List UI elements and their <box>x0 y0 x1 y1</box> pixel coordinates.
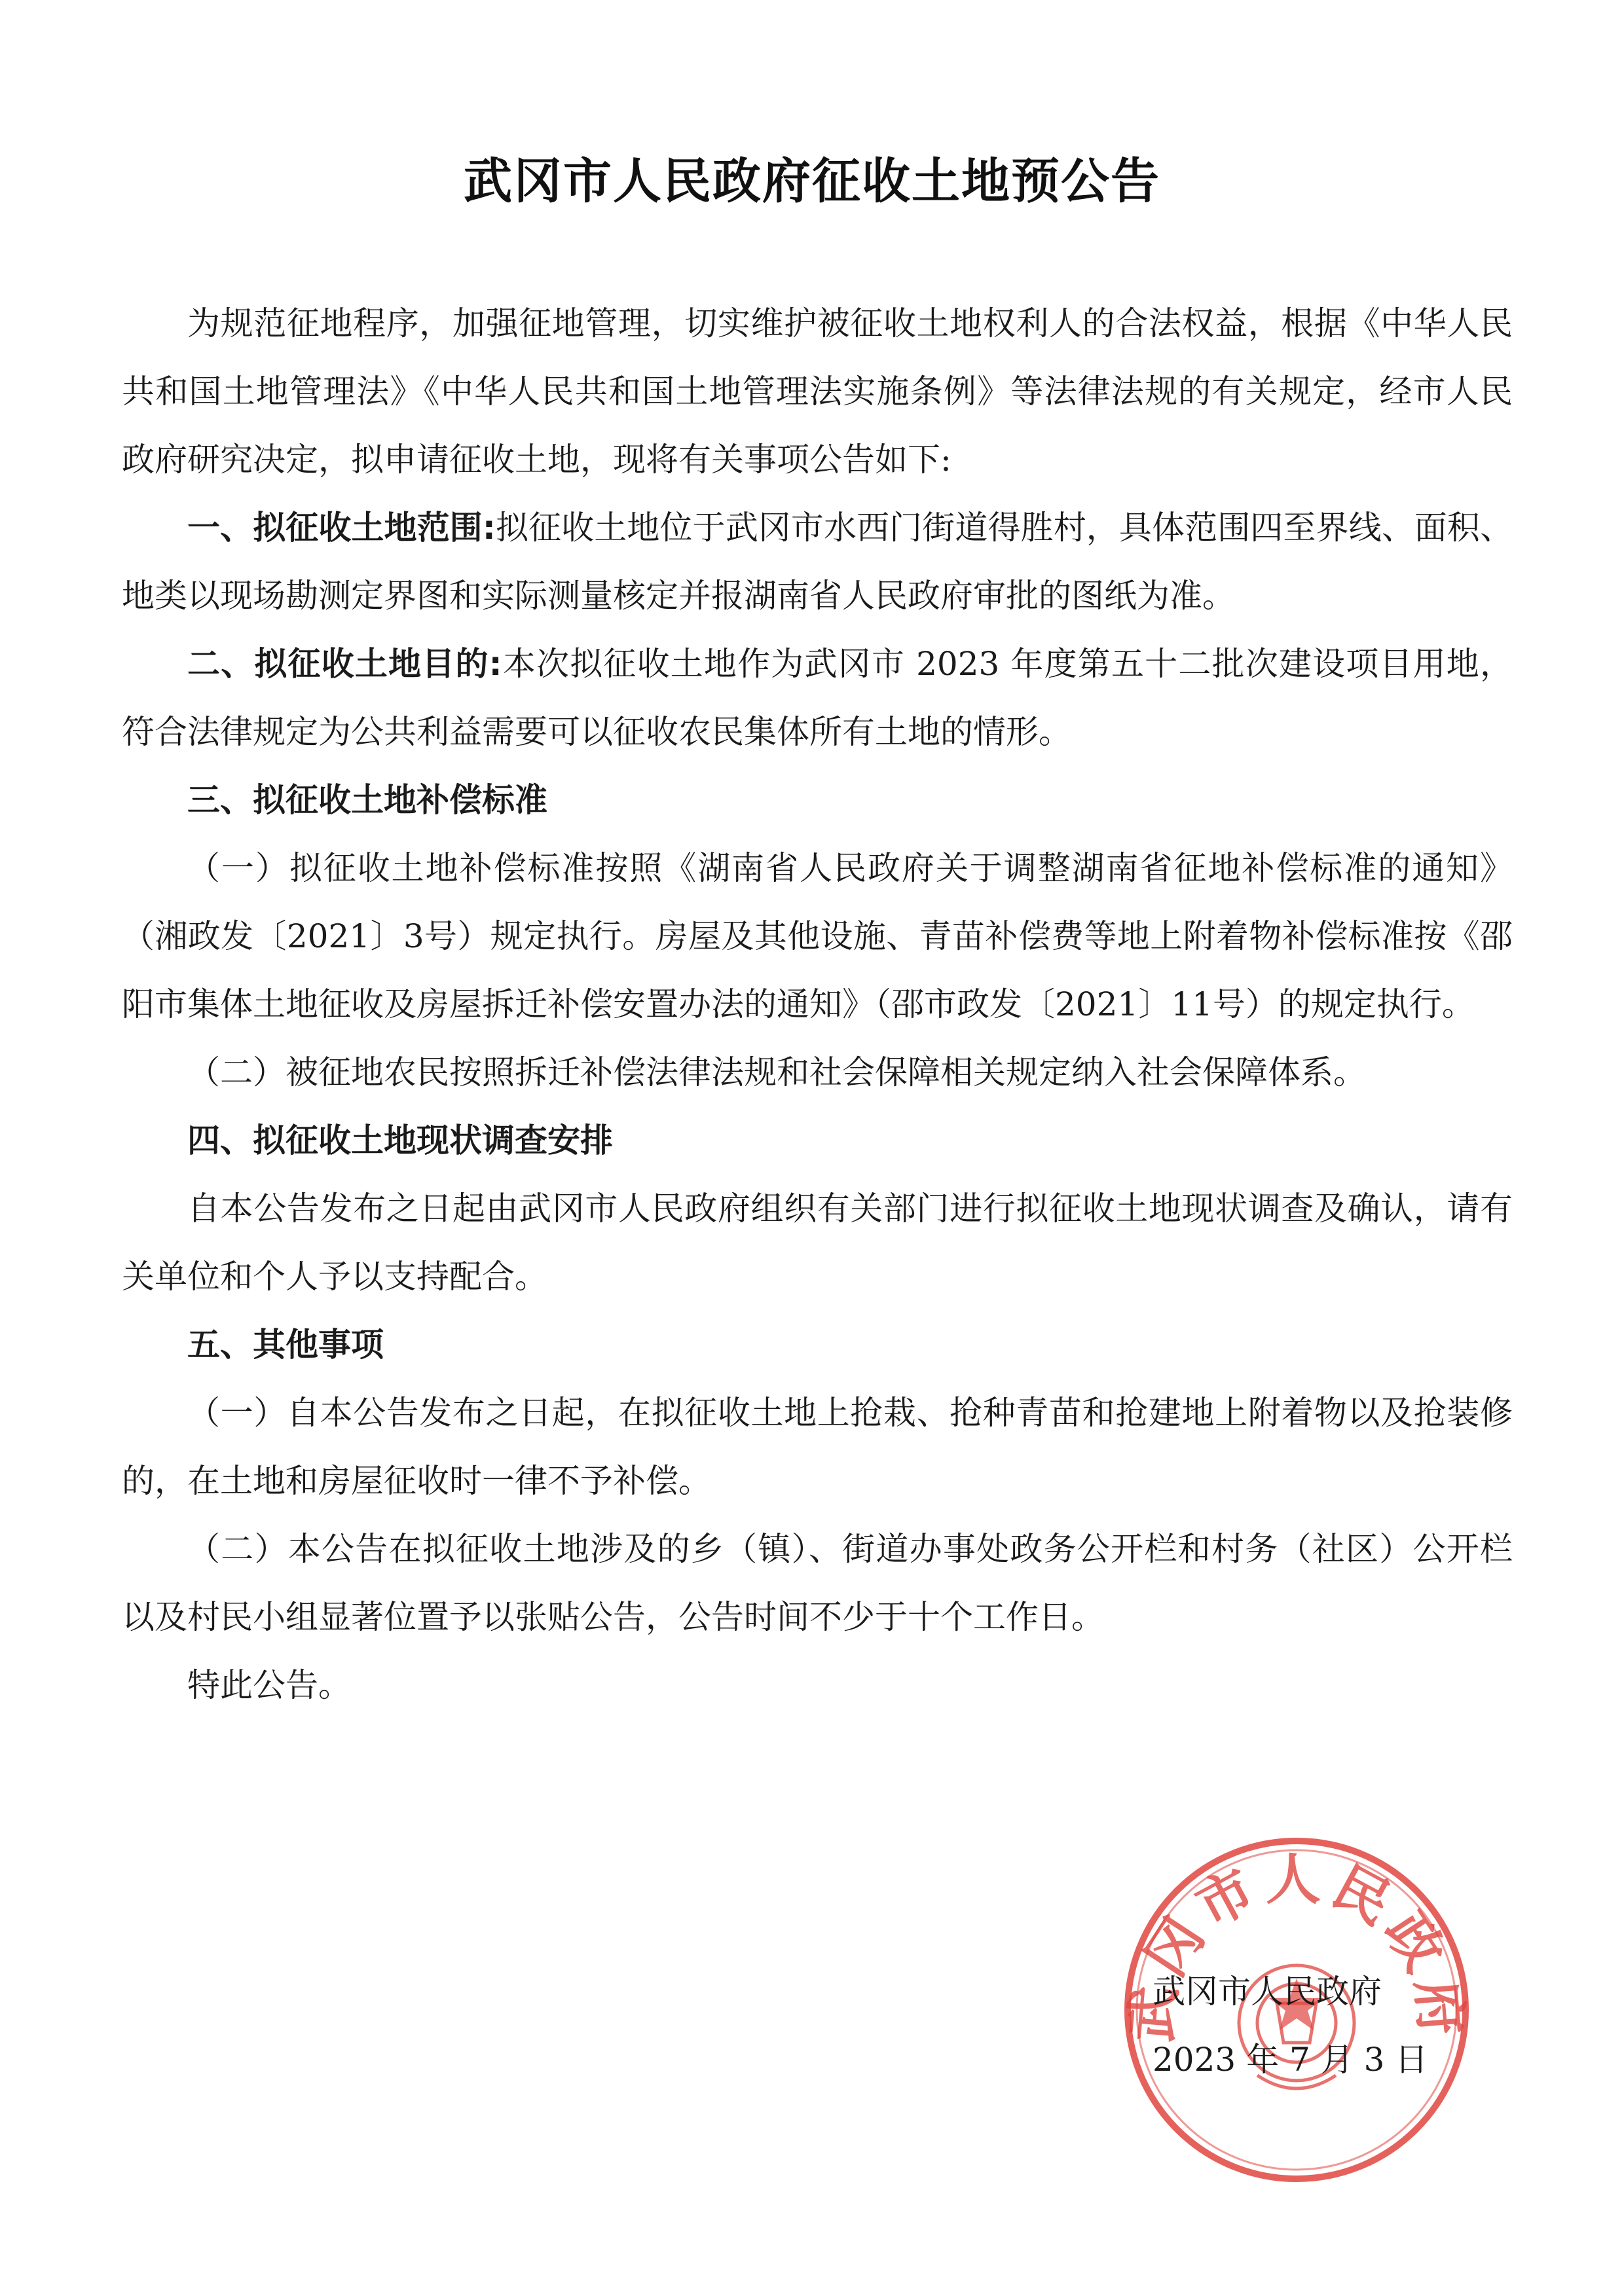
svg-text:武冈市人民政府: 武冈市人民政府 <box>1118 1848 1475 2045</box>
section-3-item-2: （二）被征地农民按照拆迁补偿法律法规和社会保障相关规定纳入社会保障体系。 <box>187 1053 1366 1091</box>
intro-paragraph: 为规范征地程序，加强征地管理，切实维护被征收土地权利人的合法权益，根据《中华人民共和国土地管理法》《中华人民共和国土地管理法实施条例》等法律法规的有关规定，经市人民政府研究决定，拟申请征收土地，现将有关事项公告如下: <box>122 304 1513 479</box>
section-4-heading: 四、拟征收土地现状调查安排 <box>187 1121 613 1159</box>
signature-org: 武冈市人民政府 <box>1153 1973 1382 2011</box>
section-2-paragraph <box>122 630 1513 766</box>
signature-block <box>1153 1958 1428 2094</box>
section-3-item-1: （一）拟征收土地补偿标准按照《湖南省人民政府关于调整湖南省征地补偿标准的通知》（湘政发〔2021〕3号）规定执行。房屋及其他设施、青苗补偿费等地上附着物补偿标准按《邵阳市集体土地征收及房屋拆迁补偿安置办法的通知》（邵市政发〔2021〕11号）的规定执行。 <box>122 849 1513 1023</box>
section-4-text: 自本公告发布之日起由武冈市人民政府组织有关部门进行拟征收土地现状调查及确认，请有关单位和个人予以支持配合。 <box>122 1190 1513 1296</box>
signature-date: 2023 年 7 月 3 日 <box>1153 2041 1428 2079</box>
section-3-heading: 三、拟征收土地补偿标准 <box>187 781 547 819</box>
section-1-paragraph <box>122 494 1513 630</box>
section-2-heading: 二、拟征收土地目的: <box>187 645 502 683</box>
section-5-item-2: （二）本公告在拟征收土地涉及的乡（镇）、街道办事处政务公开栏和村务（社区）公开栏以及村民小组显著位置予以张贴公告，公告时间不少于十个工作日。 <box>122 1530 1513 1636</box>
page-title: 武冈市人民政府征收土地预公告 <box>464 153 1160 210</box>
section-5-item-1: （一）自本公告发布之日起，在拟征收土地上抢栽、抢种青苗和抢建地上附着物以及抢装修的，在土地和房屋征收时一律不予补偿。 <box>122 1394 1513 1500</box>
section-2-text: 本次拟征收土地作为武冈市 2023 年度第五十二批次建设项目用地，符合法律规定为公共利益需要可以征收农民集体所有土地的情形。 <box>122 645 1513 751</box>
document-body <box>122 289 1513 1719</box>
section-1-heading: 一、拟征收土地范围: <box>187 509 496 547</box>
section-5-heading: 五、其他事项 <box>187 1326 384 1364</box>
closing-text: 特此公告。 <box>187 1666 351 1704</box>
section-1-text: 拟征收土地位于武冈市水西门街道得胜村，具体范围四至界线、面积、地类以现场勘测定界图和实际测量核定并报湖南省人民政府审批的图纸为准。 <box>122 509 1513 615</box>
